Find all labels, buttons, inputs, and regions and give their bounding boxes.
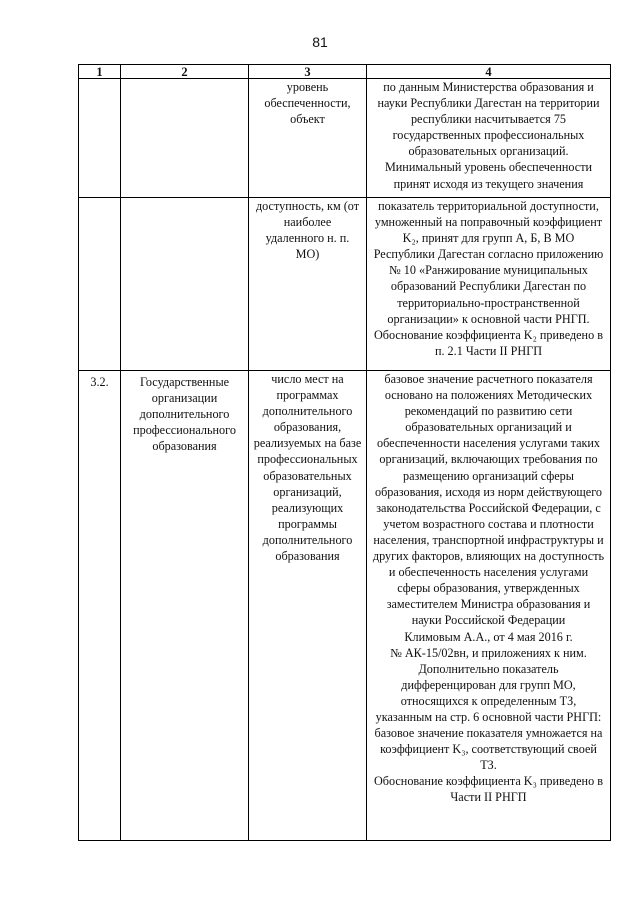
text-line: образовательных организаций и bbox=[405, 420, 572, 435]
text-line: базовое значение расчетного показателя bbox=[384, 372, 593, 386]
row-number-cell bbox=[79, 79, 121, 198]
text-line: республики насчитывается 75 bbox=[410, 112, 567, 127]
text-line: Дополнительно показатель bbox=[418, 661, 559, 676]
text-line: законодательства Российской Федерации, с bbox=[376, 500, 601, 515]
text-line: относящихся к определенным ТЗ, bbox=[400, 693, 577, 708]
text-line: образования bbox=[275, 549, 340, 564]
text-line: размещению организаций сферы bbox=[403, 468, 574, 483]
text-line: доступность, км (от bbox=[255, 199, 360, 213]
text-line: Обоснование коэффициента K₃ приведено в bbox=[374, 774, 603, 789]
header-cell-4: 4 bbox=[367, 65, 611, 79]
text-line: ТЗ. bbox=[480, 758, 497, 773]
row-number-cell bbox=[79, 198, 121, 371]
text-line: дифференцирован для групп МО, bbox=[401, 677, 576, 692]
text-line: показатель территориальной доступности, bbox=[378, 199, 599, 213]
text-line: организаций, включающих требования по bbox=[379, 452, 598, 467]
text-line: Республики Дагестан согласно приложению bbox=[373, 247, 604, 262]
text-line: профессиональных bbox=[257, 452, 358, 467]
table-row bbox=[79, 79, 611, 198]
text-line: реализующих bbox=[271, 500, 344, 515]
text-line: программы bbox=[278, 516, 337, 531]
text-line: программах bbox=[276, 388, 339, 403]
text-line: обеспеченности населения услугами таких bbox=[376, 436, 601, 451]
text-line: умноженный на поправочный коэффициент bbox=[374, 215, 603, 230]
organization-cell bbox=[121, 79, 249, 198]
text-line: Части II РНГП bbox=[450, 790, 527, 805]
text-line: дополнительного bbox=[262, 404, 353, 419]
text-line: сферы образования, утвержденных bbox=[397, 581, 580, 596]
text-line: коэффициент K₃, соответствующий своей bbox=[380, 742, 597, 757]
text-line: образования, bbox=[273, 420, 342, 435]
text-line: других факторов, влияющих на доступность bbox=[372, 549, 605, 564]
organization-cell bbox=[121, 371, 249, 841]
header-cell-1: 1 bbox=[79, 65, 121, 79]
norms-table bbox=[78, 64, 611, 841]
text-line: образования, исходя из норм действующего bbox=[374, 484, 603, 499]
text-line: наиболее bbox=[283, 215, 332, 230]
text-line: Обоснование коэффициента K₂ приведено в bbox=[374, 327, 603, 342]
indicator-cell bbox=[249, 198, 367, 371]
text-line: указанным на стр. 6 основной части РНГП: bbox=[375, 709, 602, 724]
text-line: профессионального bbox=[133, 423, 236, 438]
text-line: Минимальный уровень обеспеченности bbox=[384, 160, 593, 175]
text-line: уровень bbox=[286, 80, 329, 94]
text-line: науки Российской Федерации bbox=[411, 613, 566, 628]
text-line: государственных профессиональных bbox=[392, 128, 585, 143]
text-line: по данным Министерства образования и bbox=[383, 80, 594, 94]
table-header-row bbox=[79, 65, 611, 79]
row-number-cell: 3.2. bbox=[79, 371, 121, 841]
text-line: МО) bbox=[295, 247, 320, 262]
organization-cell bbox=[121, 198, 249, 371]
text-line: образовательных организаций. bbox=[408, 144, 569, 159]
text-line: образовательных bbox=[263, 468, 352, 483]
text-line: K₂, принят для групп А, Б, В МО bbox=[402, 231, 575, 246]
text-line: дополнительного bbox=[139, 407, 230, 422]
text-line: науки Республики Дагестан на территории bbox=[377, 96, 600, 111]
indicator-cell bbox=[249, 79, 367, 198]
justification-cell bbox=[367, 371, 611, 841]
text-line: принят исходя из текущего значения bbox=[393, 176, 584, 191]
text-line: учетом возрастного состава и плотности bbox=[383, 516, 594, 531]
header-cell-2: 2 bbox=[121, 65, 249, 79]
text-line: № 10 «Ранжирование муниципальных bbox=[389, 263, 588, 278]
text-line: Государственные bbox=[139, 375, 230, 389]
text-line: и обеспеченность населения услугами bbox=[388, 565, 589, 580]
text-line: населения, транспортной инфраструктуры и bbox=[373, 532, 604, 547]
text-line: обеспеченности, bbox=[264, 96, 351, 111]
page-number: 81 bbox=[312, 34, 328, 50]
text-line: заместителем Министра образования и bbox=[386, 597, 591, 612]
text-line: организации» к основной части РНГП. bbox=[387, 311, 590, 326]
text-line: дополнительного bbox=[262, 532, 353, 547]
text-line: рекомендаций по развитию сети bbox=[404, 404, 573, 419]
text-line: число мест на bbox=[271, 372, 344, 386]
table-row bbox=[79, 198, 611, 371]
text-line: организаций, bbox=[273, 484, 342, 499]
text-line: образований Республики Дагестан по bbox=[390, 279, 587, 294]
text-line: объект bbox=[290, 112, 325, 127]
text-line: № АК-15/02вн, и приложениях к ним. bbox=[390, 645, 587, 660]
table-row bbox=[79, 371, 611, 841]
header-cell-3: 3 bbox=[249, 65, 367, 79]
text-line: организации bbox=[151, 391, 218, 406]
text-line: базовое значение показателя умножается на bbox=[374, 726, 603, 741]
text-line: п. 2.1 Части II РНГП bbox=[434, 343, 543, 358]
text-line: реализуемых на базе bbox=[253, 436, 362, 451]
justification-cell bbox=[367, 79, 611, 198]
text-line: основано на положениях Методических bbox=[384, 388, 593, 403]
justification-cell bbox=[367, 198, 611, 371]
text-line: удаленного н. п. bbox=[265, 231, 350, 246]
indicator-cell bbox=[249, 371, 367, 841]
text-line: Климовым А.А., от 4 мая 2016 г. bbox=[404, 629, 573, 644]
text-line: территориально-пространственной bbox=[397, 295, 580, 310]
text-line: образования bbox=[152, 439, 217, 454]
